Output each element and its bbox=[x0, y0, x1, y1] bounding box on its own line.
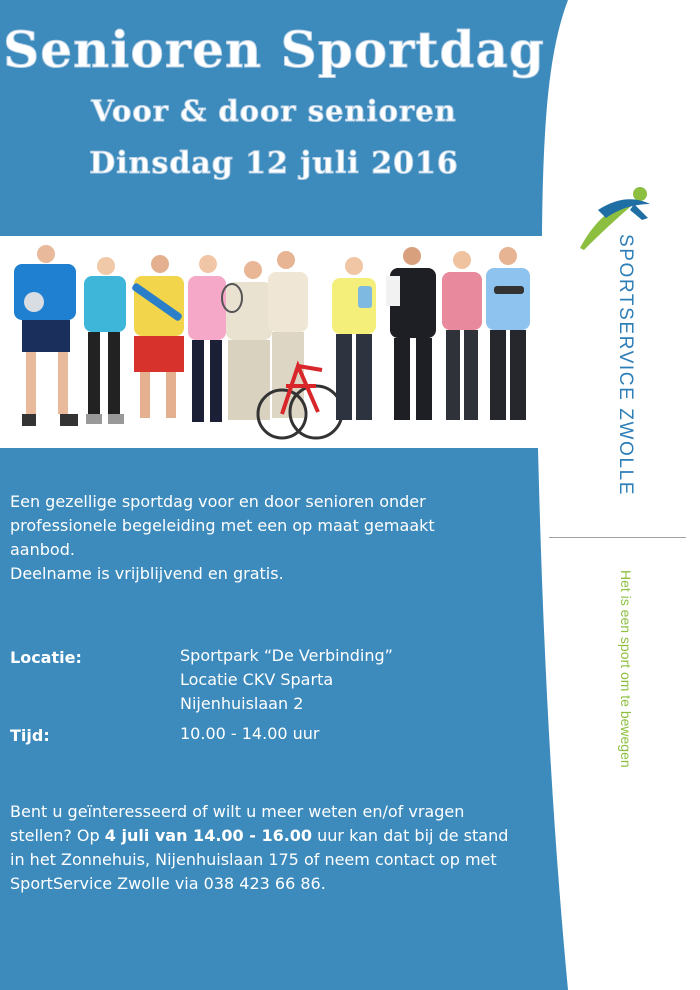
contact-line: SportService Zwolle via 038 423 66 86. bbox=[10, 874, 326, 893]
location-line: Locatie CKV Sparta bbox=[180, 670, 334, 689]
flyer-title: Senioren Sportdag bbox=[3, 20, 545, 79]
contact-date-highlight: 4 juli van 14.00 - 16.00 bbox=[104, 826, 313, 845]
tagline-text: Het is een sport om te bewegen bbox=[618, 570, 634, 768]
divider bbox=[549, 537, 686, 538]
contact-text: uur kan dat bij de stand bbox=[312, 826, 509, 845]
flyer-subtitle: Voor & door senioren bbox=[91, 94, 457, 128]
event-date: Dinsdag 12 juli 2016 bbox=[89, 146, 459, 181]
contact-text: stellen? Op bbox=[10, 826, 105, 845]
location-value bbox=[180, 644, 393, 716]
intro-paragraph bbox=[10, 490, 530, 586]
time-label: Tijd: bbox=[10, 726, 50, 745]
brand-name-text: SPORTSERVICE ZWOLLE bbox=[615, 234, 636, 496]
intro-line: Deelname is vrijblijvend en gratis. bbox=[10, 564, 284, 583]
contact-paragraph bbox=[10, 800, 535, 896]
location-line: Nijenhuislaan 2 bbox=[180, 694, 304, 713]
intro-line: professionele begeleiding met een op maat gemaakt bbox=[10, 516, 435, 535]
contact-line bbox=[10, 824, 535, 848]
brand-tagline bbox=[612, 570, 638, 820]
intro-line: Een gezellige sportdag voor en door senioren onder bbox=[10, 492, 426, 511]
seniors-group-photo bbox=[0, 236, 548, 448]
contact-line: in het Zonnehuis, Nijenhuislaan 175 of neem contact op met bbox=[10, 850, 497, 869]
time-value: 10.00 - 14.00 uur bbox=[180, 724, 320, 743]
contact-line: Bent u geïnteresseerd of wilt u meer weten en/of vragen bbox=[10, 802, 465, 821]
brand-name bbox=[610, 234, 640, 514]
location-line: Sportpark “De Verbinding” bbox=[180, 646, 393, 665]
location-label: Locatie: bbox=[10, 648, 82, 667]
intro-line: aanbod. bbox=[10, 540, 75, 559]
